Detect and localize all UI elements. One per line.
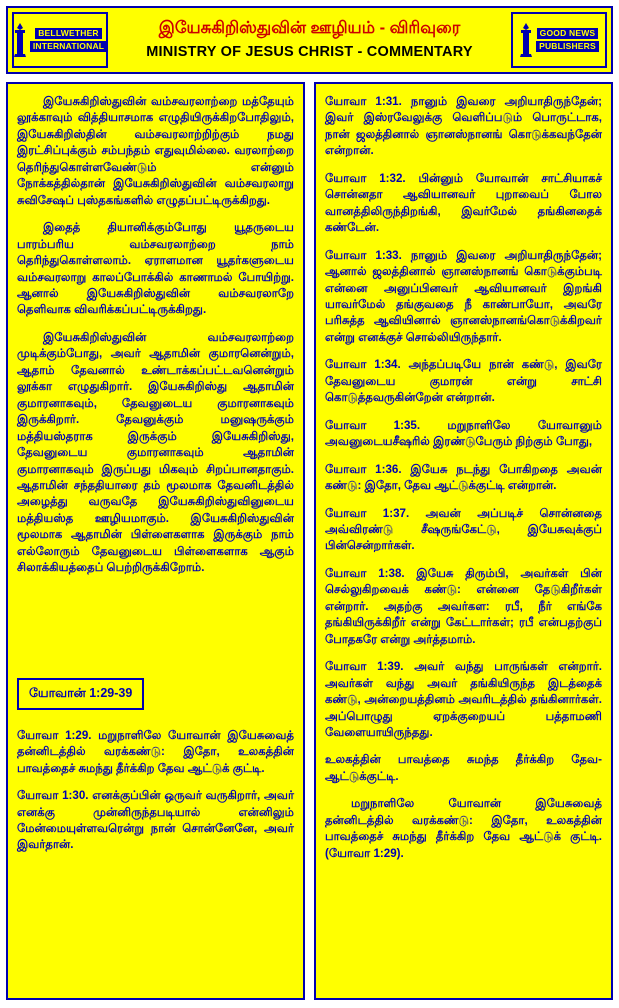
verse-text: யோவா 1:33. நானும் இவரை அறியாதிருந்தேன்; ஆனால் ஜலத்தினால் ஞானஸ்நானங் கொடுக்கும்படி என்னை அனுப்பினவர் ஆவியானவர் இறங்கி யாவர்மேல் தங்குவதை நீ காண்பாயோ, அவரே பரிசுத்த ஆவியினால் ஞானஸ்நானங்கொடுக்கிறவர் என்று எனக்குச் சொல்லியிருந்தார். <box>325 248 602 344</box>
verse-text: யோவா 1:36. இயேசு நடந்து போகிறதை அவன் கண்டு: இதோ, தேவ ஆட்டுக்குட்டி என்றான். <box>325 462 602 493</box>
page-title-english: MINISTRY OF JESUS CHRIST - COMMENTARY <box>146 43 473 60</box>
verse-text: யோவா 1:38. இயேசு திரும்பி, அவர்கள் பின் செல்லுகிறவைக் கண்டு: என்னை தேடுகிறீர்கள் என்றார். அதற்கு அவர்கள: ரபீ, நீர் எங்கே தங்கியிருக்கிறீர் என்று கேட்டார்கள்; ரபீ என்பதற்குப் போதகரே என்று அர்த்தமாம். <box>325 566 602 646</box>
good-news-logo-line-1: GOOD NEWS <box>537 28 599 39</box>
logo-inner-left <box>15 23 105 57</box>
good-news-publishers-logo <box>511 12 607 68</box>
header-titles <box>112 8 507 72</box>
bellwether-logo-line-1: BELLWETHER <box>35 28 102 39</box>
verse-text: யோவா 1:37. அவன் அப்படிச் சொன்னதை அவ்விரண்டு சீஷருங்கேட்டு, இயேசுவுக்குப் பின்சென்றார்கள். <box>325 506 602 553</box>
bellwether-logo-line-2: INTERNATIONAL <box>30 41 107 52</box>
torch-icon <box>519 23 533 57</box>
verse-text: யோவா 1:32. பின்னும் யோவான் சாட்சியாகச் சொன்னதா ஆவியானவர் புறாவைப் போல வானத்திலிருந்திறங்கி, இவர்மேல் தங்கினதைக் கண்டேன். <box>325 171 602 235</box>
document-header <box>6 6 613 74</box>
verse-text: யோவா 1:34. அந்தப்படியே நான் கண்டு, இவரே தேவனுடைய குமாரன் என்று சாட்சி கொடுத்தவருகின்றேன் என்றான். <box>325 358 602 405</box>
bellwether-logo-text <box>30 27 107 53</box>
bellwether-international-logo <box>12 12 108 68</box>
right-column <box>314 82 613 1000</box>
logo-inner-right <box>514 23 604 57</box>
commentary-paragraph: இதைத் தியானிக்கும்போது யூதருடைய பாரம்பரிய வம்சவரலாற்றை நாம் தெரிந்துகொள்ளலாம். ஏராளமான யூதர்களுடைய வம்சவரலாறு காலப்போக்கில் காணாமல் போயிற்று. ஆனால் இயேசுகிறிஸ்துவின் வம்சவரலாறே தெளிவாக விவரிக்கப்பட்டிருக்கிறது. <box>17 221 294 317</box>
verse-text: யோவா 1:29. மறுநாளிலே யோவான் இயேசுவைத் தன்னிடத்தில் வரக்கண்டு: இதோ, உலகத்தின் பாவத்தைச் சுமந்து தீர்க்கிற தேவ ஆட்டுக் குட்டி. <box>17 728 294 775</box>
verse-text: யோவா 1:35. மறுநாளிலே யோவானும் அவனுடையசீஷரில் இரண்டுபேரும் நிற்கும் போது, <box>325 418 602 449</box>
closing-paragraph: உலகத்தின் பாவத்தை சுமந்த தீர்க்கிற தேவ-ஆட்டுக்குட்டி. <box>325 753 602 783</box>
verse-text: யோவா 1:39. அவர் வந்து பாருங்கள் என்றார். அவர்கள் வந்து அவர் தங்கியிருந்த இடத்தைக் கண்டு, அன்றையத்தினம் அவரிடத்தில் தங்கினார்கள். அப்பொழுது ஏறக்குறையப் பத்தாமணி வேளையாயிருந்தது. <box>325 660 602 739</box>
good-news-logo-text <box>536 27 599 53</box>
commentary-paragraph: இயேசுகிறிஸ்துவின் வம்சவரலாற்றை மத்தேயும் லூக்காவும் வித்தியாசமாக எழுதியிருக்கிறபோதிலும், இயேசுகிறிஸ்தின் வம்சவரலாற்றிற்கும் நமது இரட்சிப்புக்கும் சம்பந்தம் எதுவுமில்லை. வரலாற்றை தெரிந்துகொள்ளவேண்டும் என்னும் நோக்கத்தில்தான் இயேசுகிறிஸ்துவின் வம்சவரலாறு சுவிசேஷப் புஸ்தகங்களில் எழுதப்பட்டிருக்கிறது. <box>17 95 294 207</box>
left-column <box>6 82 305 1000</box>
closing-paragraph: மறுநாளிலே யோவான் இயேசுவைத் தன்னிடத்தில் வரக்கண்டு: இதோ, உலகத்தின் பாவத்தைச் சுமந்து தீர்க்கிற தேவ ஆட்டுக் குட்டி. (யோவா 1:29). <box>325 797 602 860</box>
page-title-tamil: இயேசுகிறிஸ்துவின் ஊழியம் - விரிவுரை <box>158 18 461 37</box>
commentary-paragraph: இயேசுகிறிஸ்துவின் வம்சவரலாற்றை முடிக்கும்போது, அவர் ஆதாமின் குமாரனென்றும், ஆதாம் தேவனால் உண்டாக்கப்பட்டவனென்றும் லூக்கா எழுதுகிறார். இயேசுகிறிஸ்து ஆதாமின் குமாரனாகவும், தேவனுடைய குமாரனாகவும் இருக்கிறார். தேவனுக்கும் மனுஷருக்கும் மத்தியஸ்தராக இருக்கும் இயேசுகிறிஸ்து, தேவனுடைய குமாரனாகவும் ஆதாமின் குமாரனாகவும் இருப்பது மிகவும் சிறப்பானதாகும். ஆதாமின் சந்ததியாரை தம் மூலமாக தேவனிடத்தில் அழைத்து வருவதே இயேசுகிறிஸ்துவினுடைய மத்தியஸ்த ஊழியமாகும். இயேசுகிறிஸ்துவின் மூலமாக ஆதாமின் பிள்ளைகளாக இருக்கும் நாம் எல்லோரும் தேவனுடைய பிள்ளைகளாக ஆகும் சிலாக்கியத்தைப் பெற்றிருக்கிறோம். <box>17 330 294 575</box>
verse-text: யோவா 1:30. எனக்குப்பின் ஒருவர் வருகிறார், அவர் எனக்கு முன்னிருந்தபடியால் என்னிலும் மேன்மையுள்ளவரென்று நான் சொன்னேனே, அவர் இவர்தான். <box>17 789 294 852</box>
scripture-reference-heading: யோவான் 1:29-39 <box>17 678 144 710</box>
verse-text: யோவா 1:31. நானும் இவரை அறியாதிருந்தேன்; இவர் இஸ்ரவேலுக்கு வெளிப்படும் பொருட்டாக, நான் ஜலத்தினால் ஞானஸ்நானங் கொடுக்கவந்தேன் என்றான். <box>325 95 602 158</box>
torch-icon <box>13 23 27 57</box>
column-spacer <box>17 588 294 658</box>
good-news-logo-line-2: PUBLISHERS <box>536 41 599 52</box>
